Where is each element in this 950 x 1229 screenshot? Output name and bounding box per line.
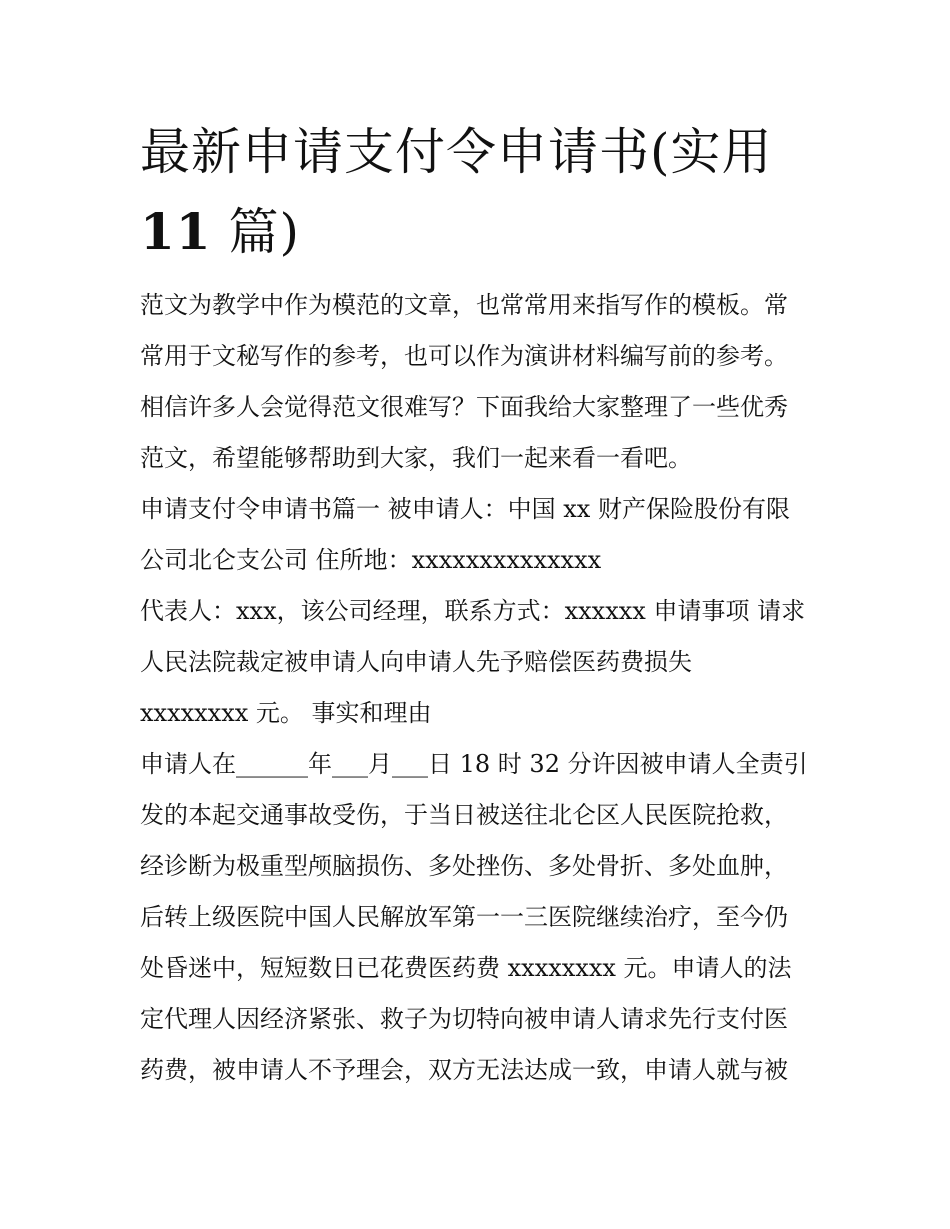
- document-title: [140, 112, 820, 272]
- body-line: 处昏迷中，短短数日已花费医药费 xxxxxxxx 元。申请人的法: [140, 954, 792, 982]
- body-line: 范文为教学中作为模范的文章，也常常用来指写作的模板。常: [140, 291, 788, 319]
- body-line: 后转上级医院中国人民解放军第一一三医院继续治疗，至今仍: [140, 903, 788, 931]
- title-line-1: 最新申请支付令申请书(实用: [140, 123, 773, 181]
- title-suffix: 篇): [228, 203, 301, 261]
- title-line-2: [140, 192, 820, 272]
- body-line: xxxxxxxx 元。 事实和理由: [140, 699, 432, 727]
- body-line: 人民法院裁定被申请人向申请人先予赔偿医药费损失: [140, 648, 692, 676]
- body-line: 药费，被申请人不予理会，双方无法达成一致，申请人就与被: [140, 1056, 788, 1084]
- body-line: 申请支付令申请书篇一 被申请人：中国 xx 财产保险股份有限: [140, 495, 790, 523]
- document-page: [140, 112, 820, 1096]
- body-line: 经诊断为极重型颅脑损伤、多处挫伤、多处骨折、多处血肿，: [140, 852, 788, 880]
- body-line: 公司北仑支公司 住所地：xxxxxxxxxxxxxx: [140, 546, 602, 574]
- body-line: 定代理人因经济紧张、救子为切特向被申请人请求先行支付医: [140, 1005, 788, 1033]
- body-line: 发的本起交通事故受伤，于当日被送往北仑区人民医院抢救，: [140, 801, 788, 829]
- body-line: 相信许多人会觉得范文很难写？下面我给大家整理了一些优秀: [140, 393, 788, 421]
- body-line: 申请人在______年___月___日 18 时 32 分许因被申请人全责引: [140, 750, 808, 778]
- body-line: 代表人：xxx，该公司经理，联系方式：xxxxxx 申请事项 请求: [140, 597, 806, 625]
- body-line: 常用于文秘写作的参考，也可以作为演讲材料编写前的参考。: [140, 342, 788, 370]
- title-number: 11: [140, 202, 212, 261]
- document-body: [140, 280, 820, 1096]
- body-line: 范文，希望能够帮助到大家，我们一起来看一看吧。: [140, 444, 692, 472]
